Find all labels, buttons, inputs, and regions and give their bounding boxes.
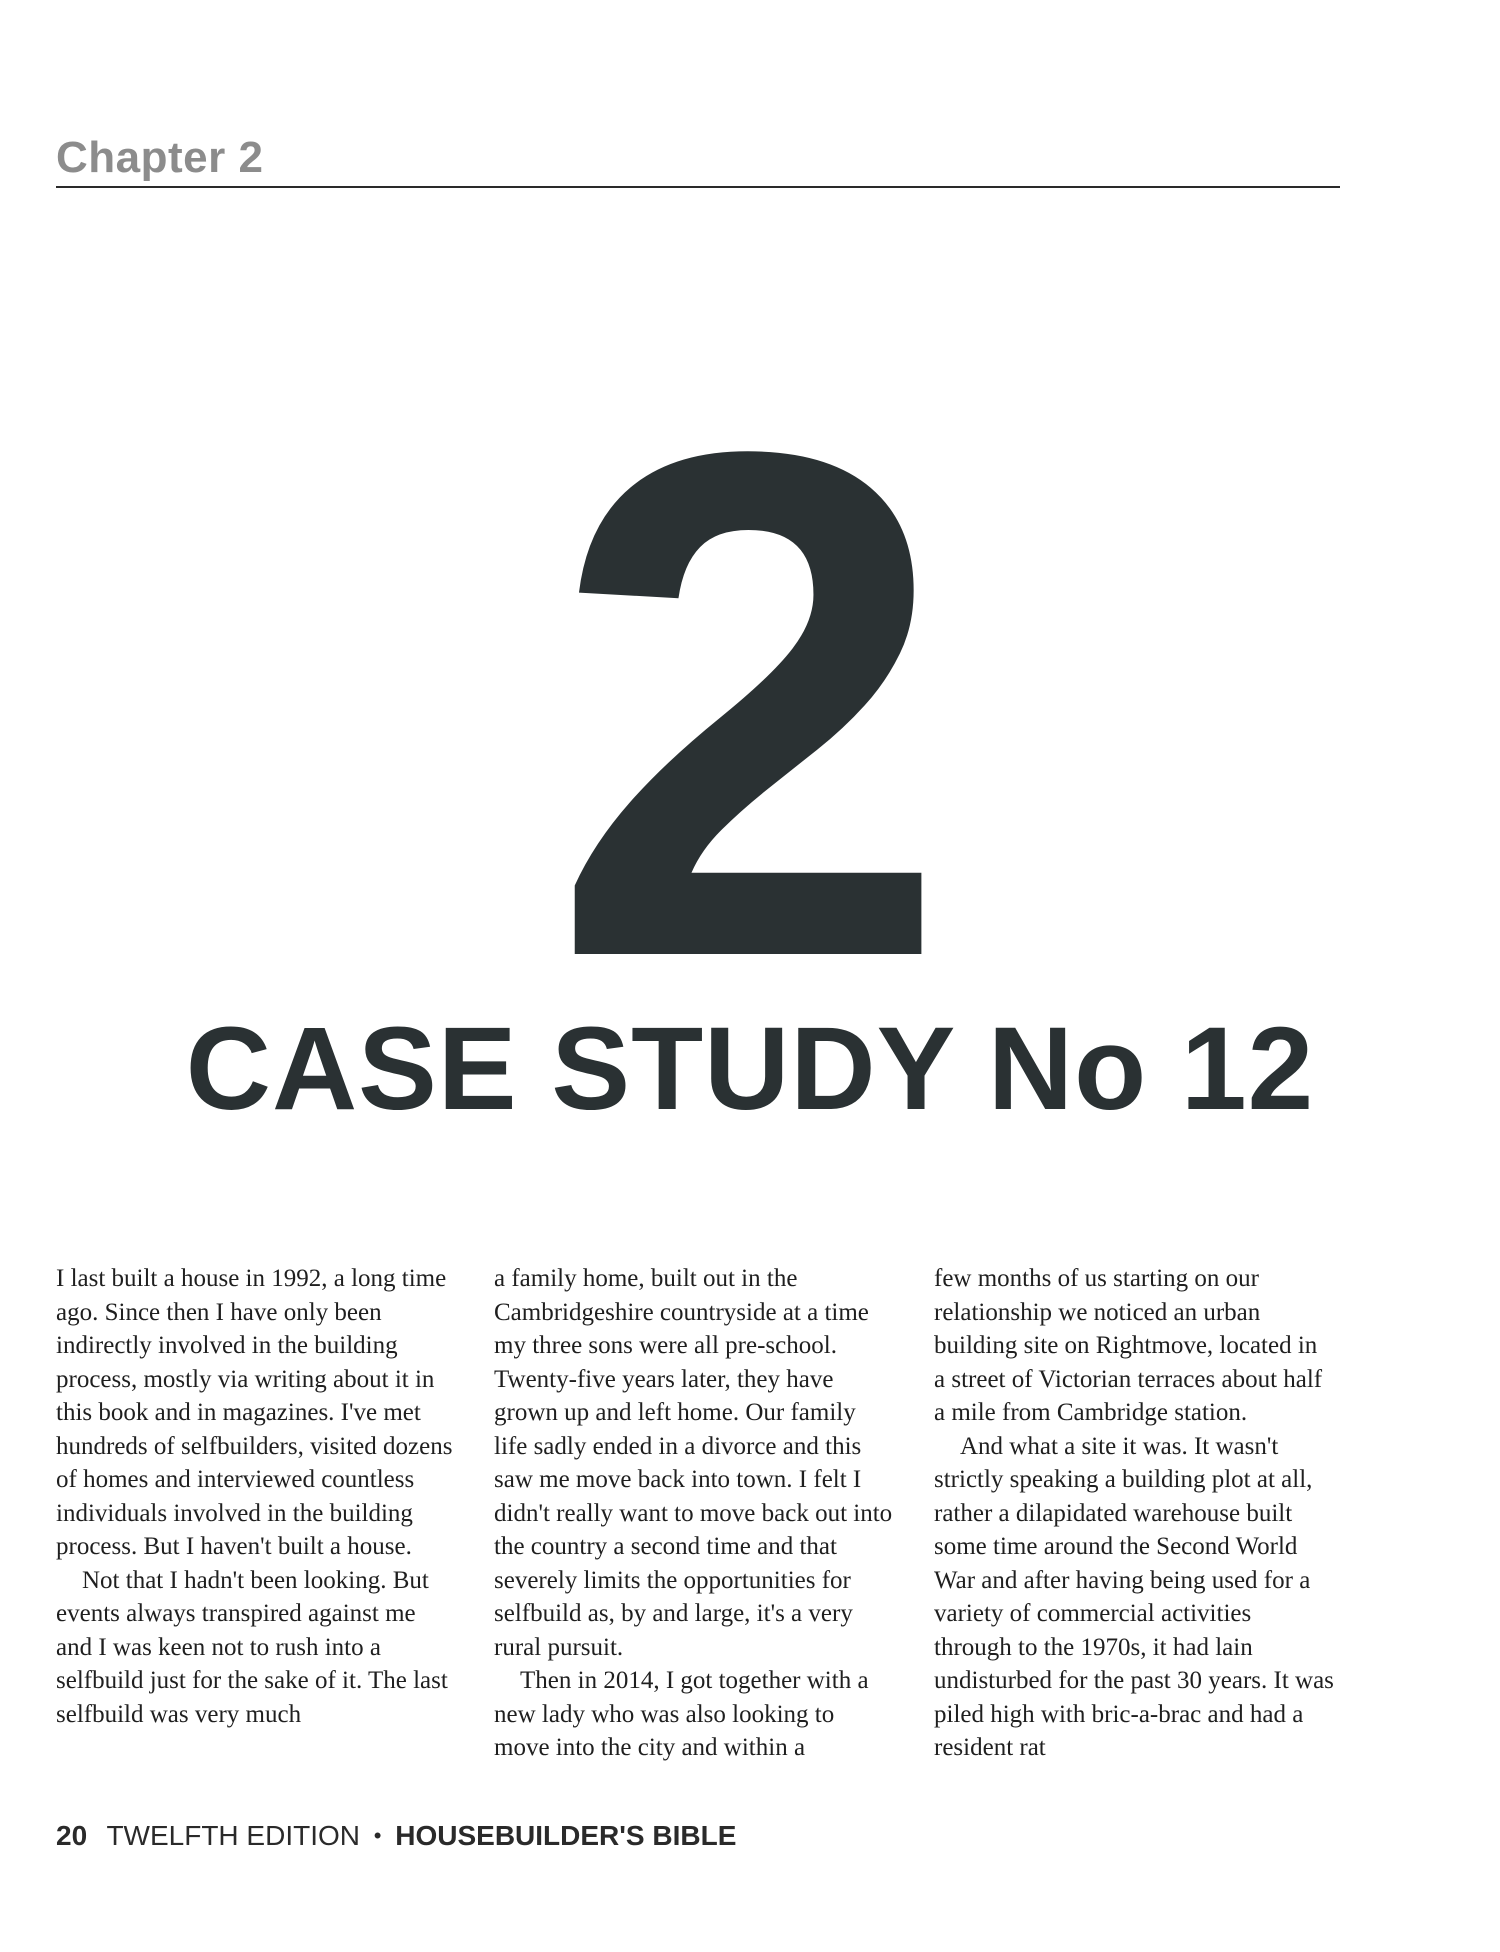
page-footer — [56, 1820, 736, 1852]
paragraph: Not that I hadn't been looking. But events always transpired against me and I was keen not to rush into a selfbuild just for the sake of it. The last selfbuild was very much — [56, 1566, 448, 1728]
text-column-2 — [494, 1262, 894, 1765]
paragraph: I last built a house in 1992, a long time ago. Since then I have only been indirectly involved in the building process, mostly via writing about it in this book and in magazines. I've met hundreds of selfbuilders, visited dozens of homes and interviewed countless individuals involved in the building process. But I haven't built a house. — [56, 1265, 453, 1560]
case-study-title: CASE STUDY No 12 — [185, 1003, 1315, 1135]
bullet-separator: • — [373, 1823, 382, 1848]
page-number: 20 — [56, 1820, 88, 1851]
book-title: HOUSEBUILDER'S BIBLE — [395, 1820, 737, 1851]
paragraph: a family home, built out in the Cambridgeshire countryside at a time my three sons were all pre-school. Twenty-five years later, they have grown up and left home. Our family life sadly ended in a divorce and this saw me move back into town. I felt I didn't really want to move back out into the country a second time and that severely limits the opportunities for selfbuild as, by and large, it's a very rural pursuit. — [494, 1265, 893, 1661]
text-column-3 — [934, 1262, 1334, 1765]
paragraph: And what a site it was. It wasn't strictly speaking a building plot at all, rather a dilapidated warehouse built some time around the Second World War and after having being used for a variety of commercial activities through to the 1970s, it had lain undisturbed for the past 30 years. It was piled high with bric-a-brac and had a resident rat — [934, 1432, 1334, 1761]
paragraph: few months of us starting on our relationship we noticed an urban building site on Rightmove, located in a street of Victorian terraces about half a mile from Cambridge station. — [934, 1265, 1323, 1426]
edition-label: TWELFTH EDITION — [106, 1820, 360, 1851]
body-columns — [56, 1262, 1340, 1772]
paragraph: Then in 2014, I got together with a new lady who was also looking to move into the city and within a — [494, 1667, 869, 1761]
chapter-label: Chapter 2 — [56, 133, 264, 182]
chapter-number-display: 2 — [549, 302, 951, 1107]
chapter-header — [56, 120, 1340, 188]
text-column-1 — [56, 1262, 456, 1731]
